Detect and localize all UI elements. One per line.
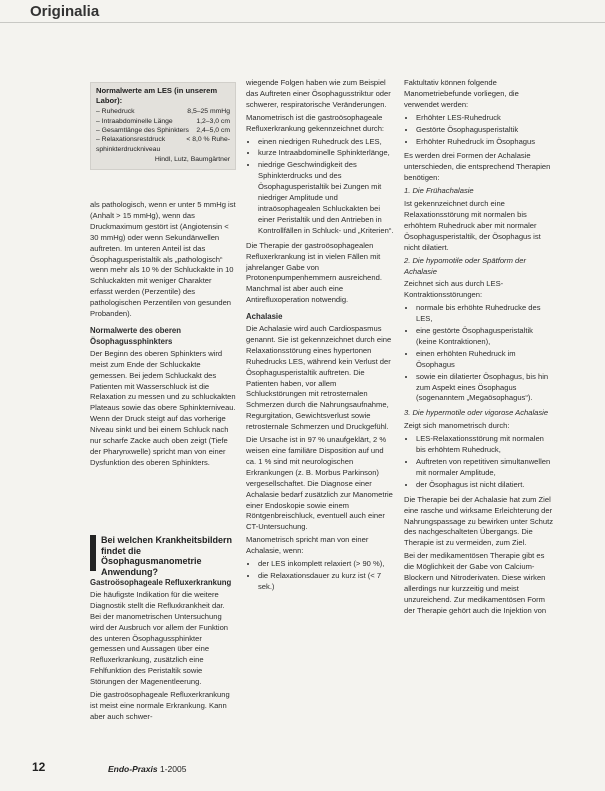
list-item: • einen erhöhten Ruhedruck im Ösophagus <box>416 349 554 371</box>
list-item: • Auftreten von repetitiven simultanwellen mit normaler Amplitude, <box>416 457 554 479</box>
paragraph: Zeigt sich manometrisch durch: <box>404 421 510 431</box>
bullet-list <box>404 434 554 491</box>
column-2 <box>246 78 394 597</box>
subheading: Normalwerte des oberen Ösophagussphinkters <box>90 325 181 346</box>
paragraph: Es werden drei Formen der Achalasie unterschieden, die entsprechend Therapien benötigen: <box>404 151 551 183</box>
paragraph: Bei der medikamentösen Therapie gibt es die Möglichkeit der Gabe von Calcium-Blockern und Nitroderivaten. Diese wirken allerdings nur kurzzeitig und meist unzureichend. Zur medikamentösen Form der Therapie gehört auch die Injektion von <box>404 551 547 615</box>
normal-values-title: Normalwerte am LES (in unserem Labor): <box>96 86 218 105</box>
list-item: • kurze Intraabdominelle Sphinkterlänge, <box>258 148 394 159</box>
list-item: • sowie ein dilatierter Ösophagus, bis hin zum Aspekt eines Ösophagus (sogenanntem „Megaösophagus“). <box>416 372 554 405</box>
normal-values-box <box>90 82 236 170</box>
list-item: • Gestörte Ösophagusperistaltik <box>416 125 554 136</box>
list-item: • niedrige Geschwindigkeit des Sphinkterdrucks und des Ösophagusperistaltik bei Zungen mit niedriger Amplitude und intraösophagealen Schluckakten bei einer Peristaltik und den Antrieben in Kontrollfällen in Schluck- und „Kriterien“. <box>258 160 394 236</box>
subsection-title: 2. Die hypomotile oder Spätform der Achalasie <box>404 255 526 276</box>
paragraph: Die Achalasie wird auch Cardiospasmus genannt. Sie ist gekennzeichnet durch eine Relaxationsstörung eines hypertonen Ruhedrucks LES, während kein Verlust der Ösophagusperistaltik auftreten. Die Patienten haben, vor allem Schluckstörungen mit retrosternalen Schmerzen durch die Nahrungsaufnahme, Regurgitation, Gewichtsverlust sowie retrosternale Schmerzen und Druckgefühl. <box>246 324 392 432</box>
list-item: • der LES inkomplett relaxiert (> 90 %), <box>258 559 394 570</box>
page-header <box>0 0 605 23</box>
normal-value-row: sphinkterdruckniveau <box>96 145 161 153</box>
journal-issue: 1-2005 <box>159 764 187 774</box>
bullet-list <box>246 137 394 237</box>
journal-info <box>108 764 186 774</box>
list-item: • die Relaxationsdauer zu kurz ist (< 7 sek.) <box>258 571 394 593</box>
subsection-title: 3. Die hypermotile oder vigorose Achalasie <box>404 408 549 418</box>
paragraph: wiegende Folgen haben wie zum Beispiel das Auftreten einer Ösophagusstriktur oder schwerer, respiratorische Veränderungen. <box>246 78 391 109</box>
paragraph: Ist gekennzeichnet durch eine Relaxationsstörung mit normalen bis erhöhtem Ruhedruck aber mit normaler Ösophagusperistaltik, der Ösophagus ist nicht dilatiert. <box>404 199 541 252</box>
column-3 <box>404 78 554 619</box>
journal-name: Endo-Praxis <box>108 764 158 774</box>
subsection-title: 1. Die Frühachalasie <box>404 186 474 196</box>
paragraph: Die häufigste Indikation für die weitere Diagnostik stellt die Refluxkrankheit dar. Bei der manometrischen Untersuchung wird der Ausbruch vor allem der Funktion des unteren Ösophagussphinkter gemessen und Aussagen über eine Refluxerkrankung, zusätzlich eine Fehlfunktion des Peristaltik sowie Störungen der Magenentleerung. <box>90 589 229 687</box>
question-answer <box>90 578 236 725</box>
normal-value-row: – Relaxationsrestdruck < 8,0 % Ruhe- <box>96 136 230 144</box>
paragraph: Der Beginn des oberen Sphinkters wird meist zum Ende der Schluckakte gemessen. Bei jedem Schluckakt des Patienten mit Wasserschluck ist die Relaxation zu messen und zu schluckakten Plateaus sowie das obere Sphinkterniveau. Wenn der Druck steigt auf das vorherige Niveau sinkt und bei einem Schluck nach nur scharfe Zacke auch oben zeigt (Tiefe der Pharynxwelle) spricht man von einer Dysfunktion des oberen Sphinkters. <box>90 348 236 467</box>
question-marker <box>90 535 96 571</box>
list-item: • der Ösophagus ist nicht dilatiert. <box>416 480 554 491</box>
paragraph: Die Ursache ist in 97 % unaufgeklärt, 2 % weisen eine familiäre Disposition auf und ca. 1 % sind mit neurologischen Erkrankungen (z. B. Morbus Parkinson) vergesellschaftet. Die Diagnose einer Achalasie bedarf zusätzlich zur Manometrie einer Endoskopie sowie einem Röntgenbreischluck, eventuell auch einer CT-Untersuchung. <box>246 435 393 532</box>
list-item: • einen niedrigen Ruhedruck des LES, <box>258 137 394 148</box>
normal-value-row: – Gesamtlänge des Sphinkters 2,4–5,0 cm <box>96 127 230 134</box>
paragraph: Zeichnet sich aus durch LES-Kontraktionsstörungen: <box>404 279 504 300</box>
list-item: • Erhöhter LES-Ruhedruck <box>416 113 554 124</box>
normal-value-row: – Ruhedruck 8,5–25 mmHg <box>96 108 230 116</box>
paragraph: Die Therapie der gastroösophagealen Refluxerkrankung ist in vielen Fällen mit jahrelanger Gabe von Protonenpumpenhemmern ausreichend. Manchmal ist aber auch eine Antirefluxoperation notwendig. <box>246 240 382 305</box>
column-1 <box>90 200 236 471</box>
subheading: Gastroösophageale Refluxerkrankung <box>90 578 232 587</box>
section-title: Originalia <box>30 3 100 20</box>
list-item: • eine gestörte Ösophagusperistaltik (keine Kontraktionen), <box>416 326 554 348</box>
page-number: 12 <box>32 760 46 774</box>
paragraph: Manometrisch ist die gastroösophageale Refluxerkrankung gekennzeichnet durch: <box>246 112 385 133</box>
normal-value-row: – Intraabdominelle Länge 1,2–3,0 cm <box>96 117 230 125</box>
paragraph: Die Therapie bei der Achalasie hat zum Ziel eine rasche und wirksame Erleichterung der Nahrungspassage zu bewirken unter Schutz des nachgeschalteten Übergangs. Die Therapie ist zu vermeiden, zum Ziel. <box>404 494 554 548</box>
subheading: Achalasie <box>246 312 283 322</box>
question-heading: Bei welchen Krankheitsbildern findet die Ösophagusmanometrie Anwendung? <box>101 535 233 577</box>
paragraph: Manometrisch spricht man von einer Achalasie, wenn: <box>246 535 369 556</box>
bullet-list <box>404 113 554 148</box>
list-item: • Erhöhter Ruhedruck im Ösophagus <box>416 137 554 148</box>
paragraph: Faktultativ können folgende Manometriebefunde vorliegen, die verwendet werden: <box>404 78 519 109</box>
normal-values-source: Hindl, Lutz, Baumgärtner <box>154 156 230 164</box>
list-item: • normale bis erhöhte Ruhedrucke des LES, <box>416 303 554 325</box>
paragraph: Die gastroösophageale Refluxerkrankung ist meist eine normale Erkrankung. Kann aber auch schwer- <box>90 690 230 721</box>
list-item: • LES-Relaxationsstörung mit normalen bis erhöhtem Ruhedruck, <box>416 434 554 456</box>
bullet-list <box>404 303 554 404</box>
question-box <box>90 535 236 577</box>
bullet-list <box>246 559 394 593</box>
paragraph: als pathologisch, wenn er unter 5 mmHg ist (Anhalt > 15 mmHg), wenn das Druckmaximum gestört ist (Angiotensin < 30 mmHg) oder wenn Sekundärwellen auftreten. Im unteren Anteil ist das Ösophagusperistaltik als „pathologisch“ wenn mehr als 10 % der Schluckakte in 10 Schluckakten mit weniger Charakter erfasst werden (Perzentile) des pathologischen Perzentilen von gesunden Probanden). <box>90 200 236 319</box>
